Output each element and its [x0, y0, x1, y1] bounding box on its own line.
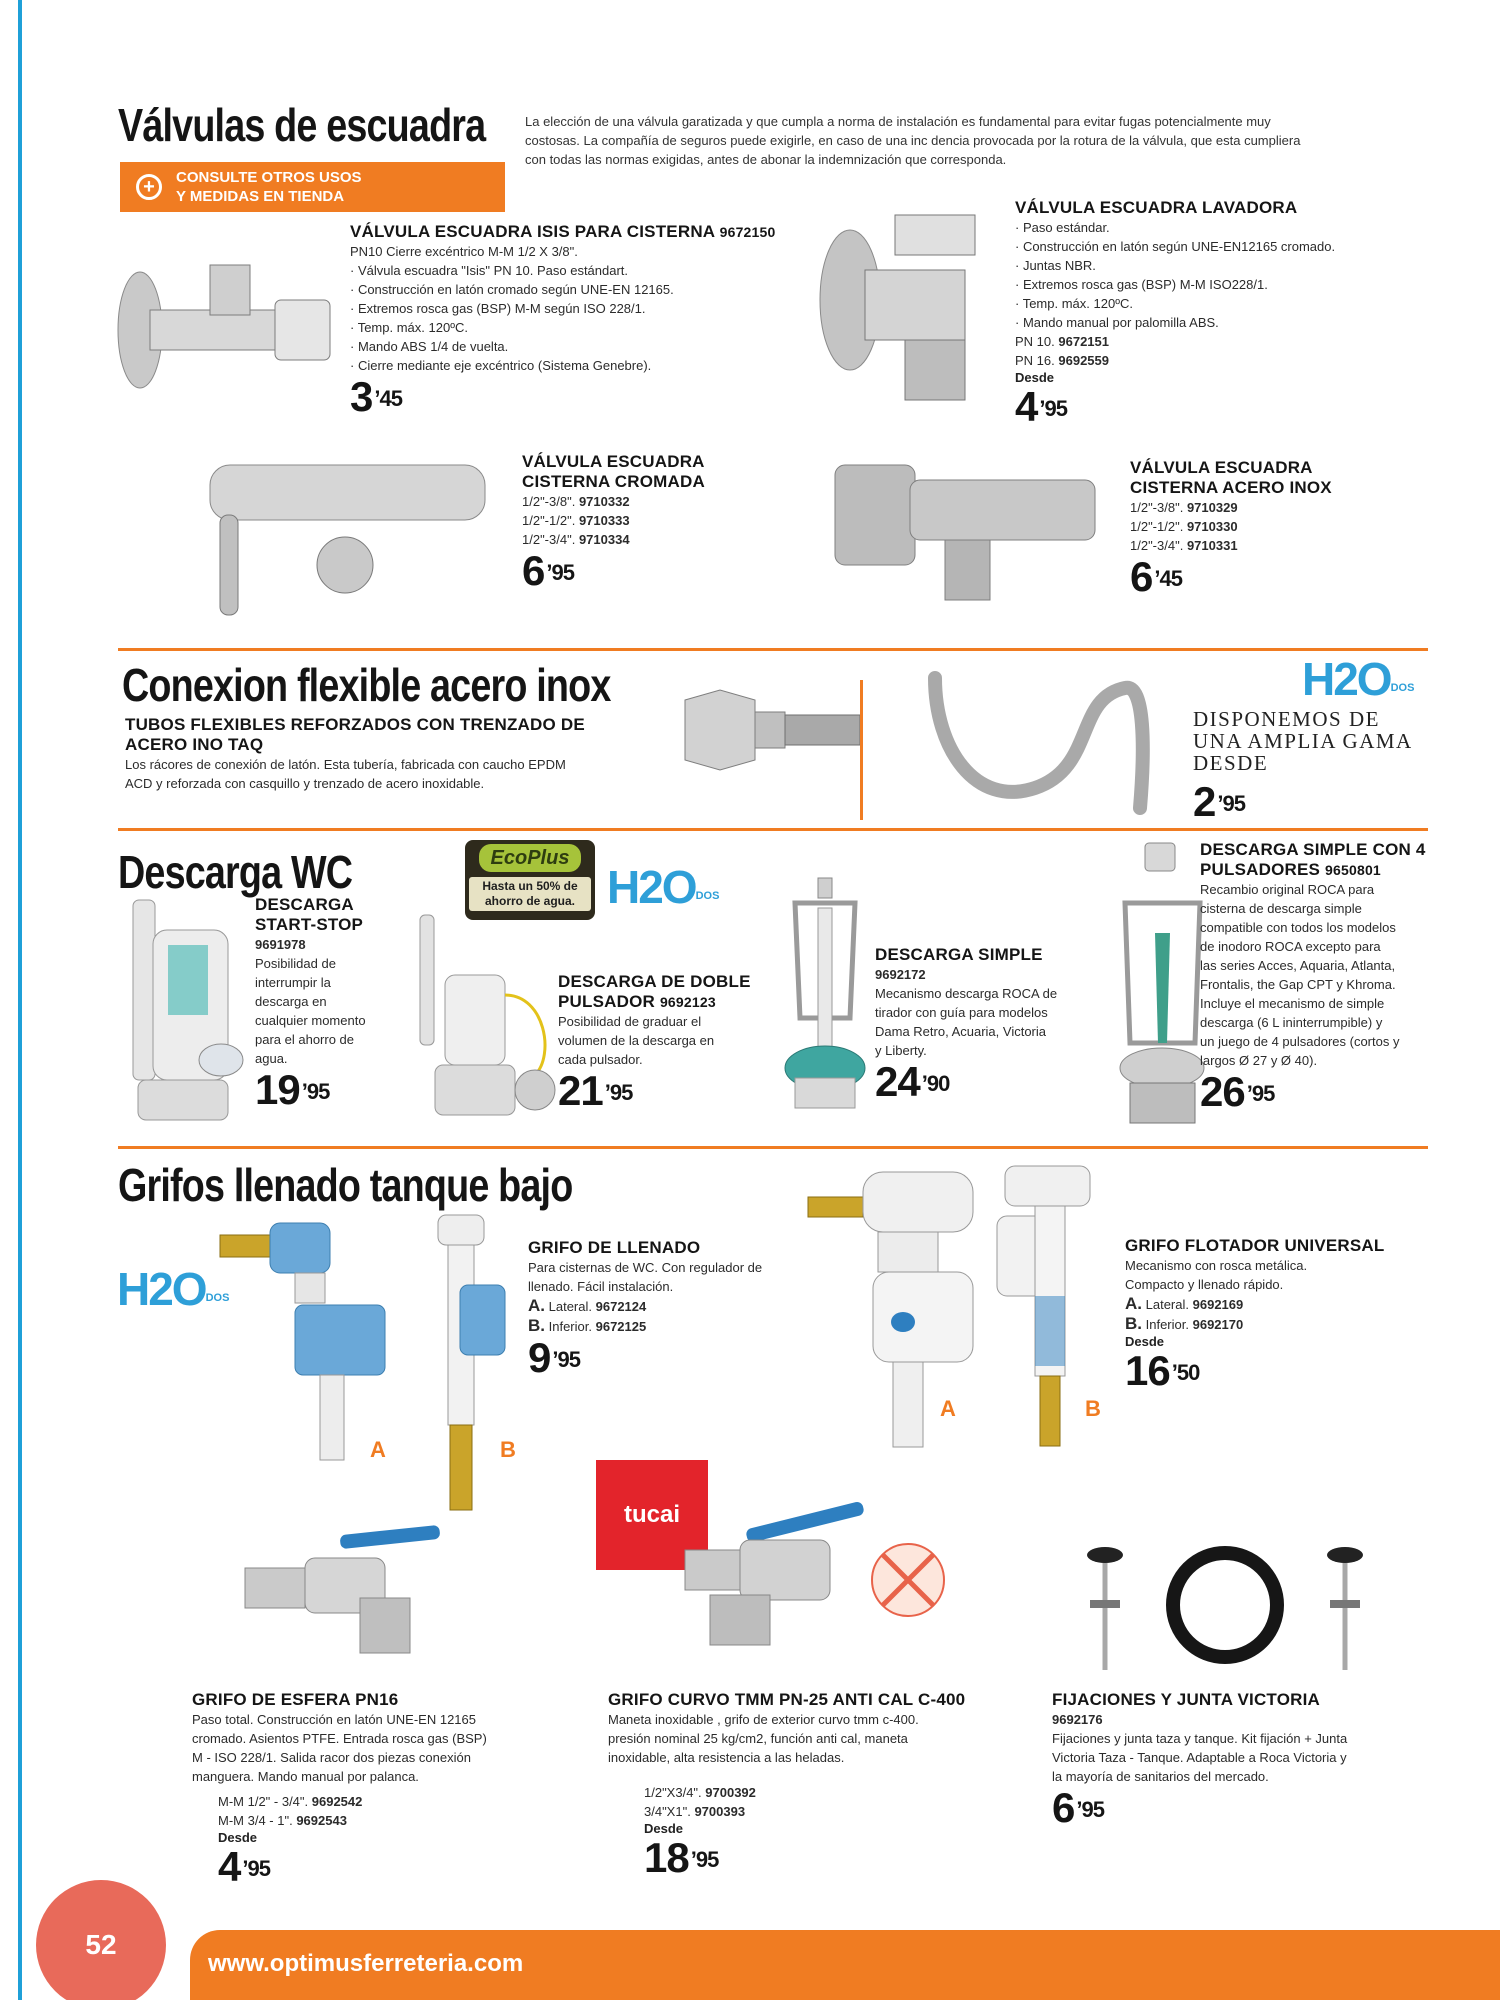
product-isis: VÁLVULA ESCUADRA ISIS PARA CISTERNA 9672150 PN10 Cierre excéntrico M-M 1/2 X 3/8". · Válvula escuadra "Isis" PN 10. Paso estándart. · Construcción en latón cromado según UNE-EN 12165. · Extremos rosca gas (BSP) M-M según ISO 228/1. · Temp. máx. 120ºC. · Mando ABS 1/4 de vuelta. · Cierre mediante eje excéntrico (Sistema Genebre). $3^{’45}$	[350, 222, 790, 419]
price: $6^{’95}$	[522, 547, 574, 594]
product-title: DESCARGA SIMPLE CON 4	[1200, 840, 1426, 859]
page-edge-bar	[18, 0, 22, 2000]
push-button-image	[196, 1040, 246, 1080]
fijaciones-junta-image	[1075, 1540, 1375, 1675]
product-cromada: VÁLVULA ESCUADRA CISTERNA CROMADA 1/2"-3/8". 9710332 1/2"-1/2". 9710333 1/2"-3/4". 9710334 $6^{’95}$	[522, 452, 802, 593]
h2o-logo: H2ODOS	[117, 1263, 230, 1315]
product-title: DESCARGA	[255, 895, 354, 914]
plus-icon: +	[136, 174, 162, 200]
doble-pulsador-image	[415, 915, 565, 1130]
product-title: VÁLVULA ESCUADRA LAVADORA	[1015, 198, 1298, 217]
marker-a: A	[940, 1396, 956, 1421]
section-title-valvulas: Válvulas de escuadra	[118, 99, 486, 151]
anti-frost-icon	[868, 1540, 948, 1620]
section-divider	[118, 828, 1428, 831]
product-title: GRIFO DE ESFERA PN16	[192, 1690, 399, 1709]
section-title-descarga: Descarga WC	[118, 846, 353, 898]
h2o-logo: H2ODOS	[1302, 653, 1415, 705]
product-title: VÁLVULA ESCUADRA	[522, 452, 705, 471]
product-simple: DESCARGA SIMPLE 9692172 Mecanismo descarga ROCA de tirador con guía para modelos Dama Retro, Acuaria, Victoria y Liberty. $24^{’90}$	[875, 945, 1105, 1104]
price: $4^{’95}$	[1015, 383, 1067, 430]
section-title-conexion: Conexion flexible acero inox	[122, 659, 611, 711]
product-cuatro: DESCARGA SIMPLE CON 4 PULSADORES 9650801 Recambio original ROCA para cisterna de descarga simple compatible con todos los modelos de inodoro ROCA excepto para las series Acces, Aquaria, Atlanta, Frontalis, the Gap CPT y Khroma. Incluye el mecanismo de simple descarga (6 L ininterrumpible) y un juego de 4 pulsadores (cortos y largos Ø 27 y Ø 40). $26^{’95}$	[1200, 840, 1440, 1114]
valve-inox-image	[830, 460, 1110, 610]
h2o-logo: H2ODOS	[607, 861, 720, 913]
tucai-logo: tucai	[596, 1460, 708, 1570]
consulte-banner: + CONSULTE OTROS USOS Y MEDIDAS EN TIENDA	[120, 162, 505, 212]
flex-hose-short-image	[680, 690, 860, 780]
product-doble: DESCARGA DE DOBLE PULSADOR 9692123 Posibilidad de graduar el volumen de la descarga en cada pulsador. $21^{’95}$	[558, 972, 778, 1113]
price: $18^{’95}$	[644, 1834, 719, 1881]
price: $16^{’50}$	[1125, 1347, 1200, 1394]
price: $21^{’95}$	[558, 1067, 633, 1114]
price: $6^{’95}$	[1052, 1784, 1104, 1831]
section-divider	[118, 648, 1428, 651]
price: $4^{’95}$	[218, 1843, 270, 1890]
page-number: 52	[36, 1880, 166, 2000]
product-ref: 9672150	[719, 224, 776, 240]
price: $24^{’90}$	[875, 1058, 950, 1105]
product-lavadora: VÁLVULA ESCUADRA LAVADORA · Paso estándar. · Construcción en latón según UNE-EN12165 cromado. · Juntas NBR. · Extremos rosca gas (BSP) M-M ISO228/1. · Temp. máx. 120ºC. · Mando manual por palomilla ABS. PN 10. 9672151 PN 16. 9692559 Desde $4^{’95}$	[1015, 198, 1415, 429]
descarga-simple-image	[780, 878, 870, 1118]
product-title: GRIFO DE LLENADO	[528, 1238, 701, 1257]
product-title: VÁLVULA ESCUADRA ISIS PARA CISTERNA	[350, 222, 715, 241]
valve-cromada-image	[205, 455, 505, 625]
vertical-divider	[860, 680, 863, 820]
footer-url[interactable]: www.optimusferreteria.com	[208, 1950, 524, 1977]
startstop-image	[128, 900, 248, 1130]
price: $6^{’45}$	[1130, 553, 1182, 600]
product-universal: GRIFO FLOTADOR UNIVERSAL Mecanismo con rosca metálica. Compacto y llenado rápido. A. Lateral. 9692169 B. Inferior. 9692170 Desde $16^{’50}$	[1125, 1236, 1425, 1393]
footer-bar	[190, 1930, 1500, 2000]
marker-b: B	[500, 1437, 516, 1462]
product-inox: VÁLVULA ESCUADRA CISTERNA ACERO INOX 1/2"-3/8". 9710329 1/2"-1/2". 9710330 1/2"-3/4". 9710331 $6^{’45}$	[1130, 458, 1430, 599]
range-message: DISPONEMOS DE UNA AMPLIA GAMA DESDE	[1193, 707, 1413, 775]
product-llenado: GRIFO DE LLENADO Para cisternas de WC. Con regulador de llenado. Fácil instalación. A. Lateral. 9672124 B. Inferior. 9672125 $9^{’95}$	[528, 1238, 798, 1380]
valve-isis-image	[100, 250, 350, 410]
price: $9^{’95}$	[528, 1334, 580, 1381]
product-curvo: GRIFO CURVO TMM PN-25 ANTI CAL C-400 Maneta inoxidable , grifo de exterior curvo tmm c-400. presión nominal 25 kg/cm2, función anti cal, maneta inoxidable, alta resistencia a las heladas. 1/2"X3/4". 9700392 3/4"X1". 9700393 Desde $18^{’95}$	[608, 1690, 1008, 1880]
grifo-esfera-image	[245, 1528, 455, 1658]
product-title: DESCARGA DE DOBLE	[558, 972, 751, 991]
price: $26^{’95}$	[1200, 1068, 1275, 1115]
descarga-cuatro-image	[1115, 843, 1210, 1133]
section-divider	[118, 1146, 1428, 1149]
price: $3^{’45}$	[350, 373, 402, 420]
marker-a: A	[370, 1437, 386, 1462]
product-victoria: FIJACIONES Y JUNTA VICTORIA 9692176 Fijaciones y junta taza y tanque. Kit fijación + Junta Victoria Taza - Tanque. Adaptable a Roca Victoria y la mayoría de sanitarios del mercado. $6^{’95}$	[1052, 1690, 1432, 1830]
grifo-universal-b-image	[995, 1166, 1095, 1451]
flex-hose-long-image	[915, 668, 1145, 818]
grifo-curvo-image	[685, 1505, 885, 1650]
conexion-text: TUBOS FLEXIBLES REFORZADOS CON TRENZADO DE ACERO INO TAQ Los rácores de conexión de latón. Esta tubería, fabricada con caucho EPDM ACD y reforzada con casquillo y trenzado de acero inoxidable.	[125, 715, 585, 791]
marker-b: B	[1085, 1396, 1101, 1421]
grifo-universal-a-image	[808, 1162, 988, 1452]
product-title: FIJACIONES Y JUNTA VICTORIA	[1052, 1690, 1321, 1709]
section-title-grifos: Grifos llenado tanque bajo	[118, 1159, 573, 1211]
price: $19^{’95}$	[255, 1066, 330, 1113]
product-title: VÁLVULA ESCUADRA	[1130, 458, 1313, 477]
product-title: GRIFO FLOTADOR UNIVERSAL	[1125, 1236, 1385, 1255]
valve-lavadora-image	[810, 210, 1010, 410]
price: $2^{’95}$	[1193, 778, 1245, 825]
product-esfera: GRIFO DE ESFERA PN16 Paso total. Construcción en latón UNE-EN 12165 cromado. Asientos PTFE. Entrada rosca gas (BSP) M - ISO 228/1. Salida racor dos piezas conexión manguera. Mando manual por palanca. M-M 1/2" - 3/4". 9692542 M-M 3/4 - 1". 9692543 Desde $4^{’95}$	[192, 1690, 572, 1889]
grifo-llenado-a-image	[220, 1215, 390, 1465]
ecoplus-badge: EcoPlus Hasta un 50% de ahorro de agua.	[465, 840, 595, 920]
section-intro: La elección de una válvula garatizada y que cumpla a norma de instalación es fundamental para evitar fugas potencialmente muy costosas. La compañía de seguros puede exigirle, en caso de una inc dencia provocada por la rotura de la válvula, que esta cumpliera con todas las normas exigidas, antes de abonar la indemnización que corresponda.	[525, 114, 1301, 167]
product-title: GRIFO CURVO TMM PN-25 ANTI CAL C-400	[608, 1690, 966, 1709]
product-startstop: DESCARGA START-STOP 9691978 Posibilidad de interrumpir la descarga en cualquier momento para el ahorro de agua. $19^{’95}$	[255, 895, 405, 1112]
grifo-llenado-b-image	[430, 1215, 510, 1515]
product-title: DESCARGA SIMPLE	[875, 945, 1043, 964]
